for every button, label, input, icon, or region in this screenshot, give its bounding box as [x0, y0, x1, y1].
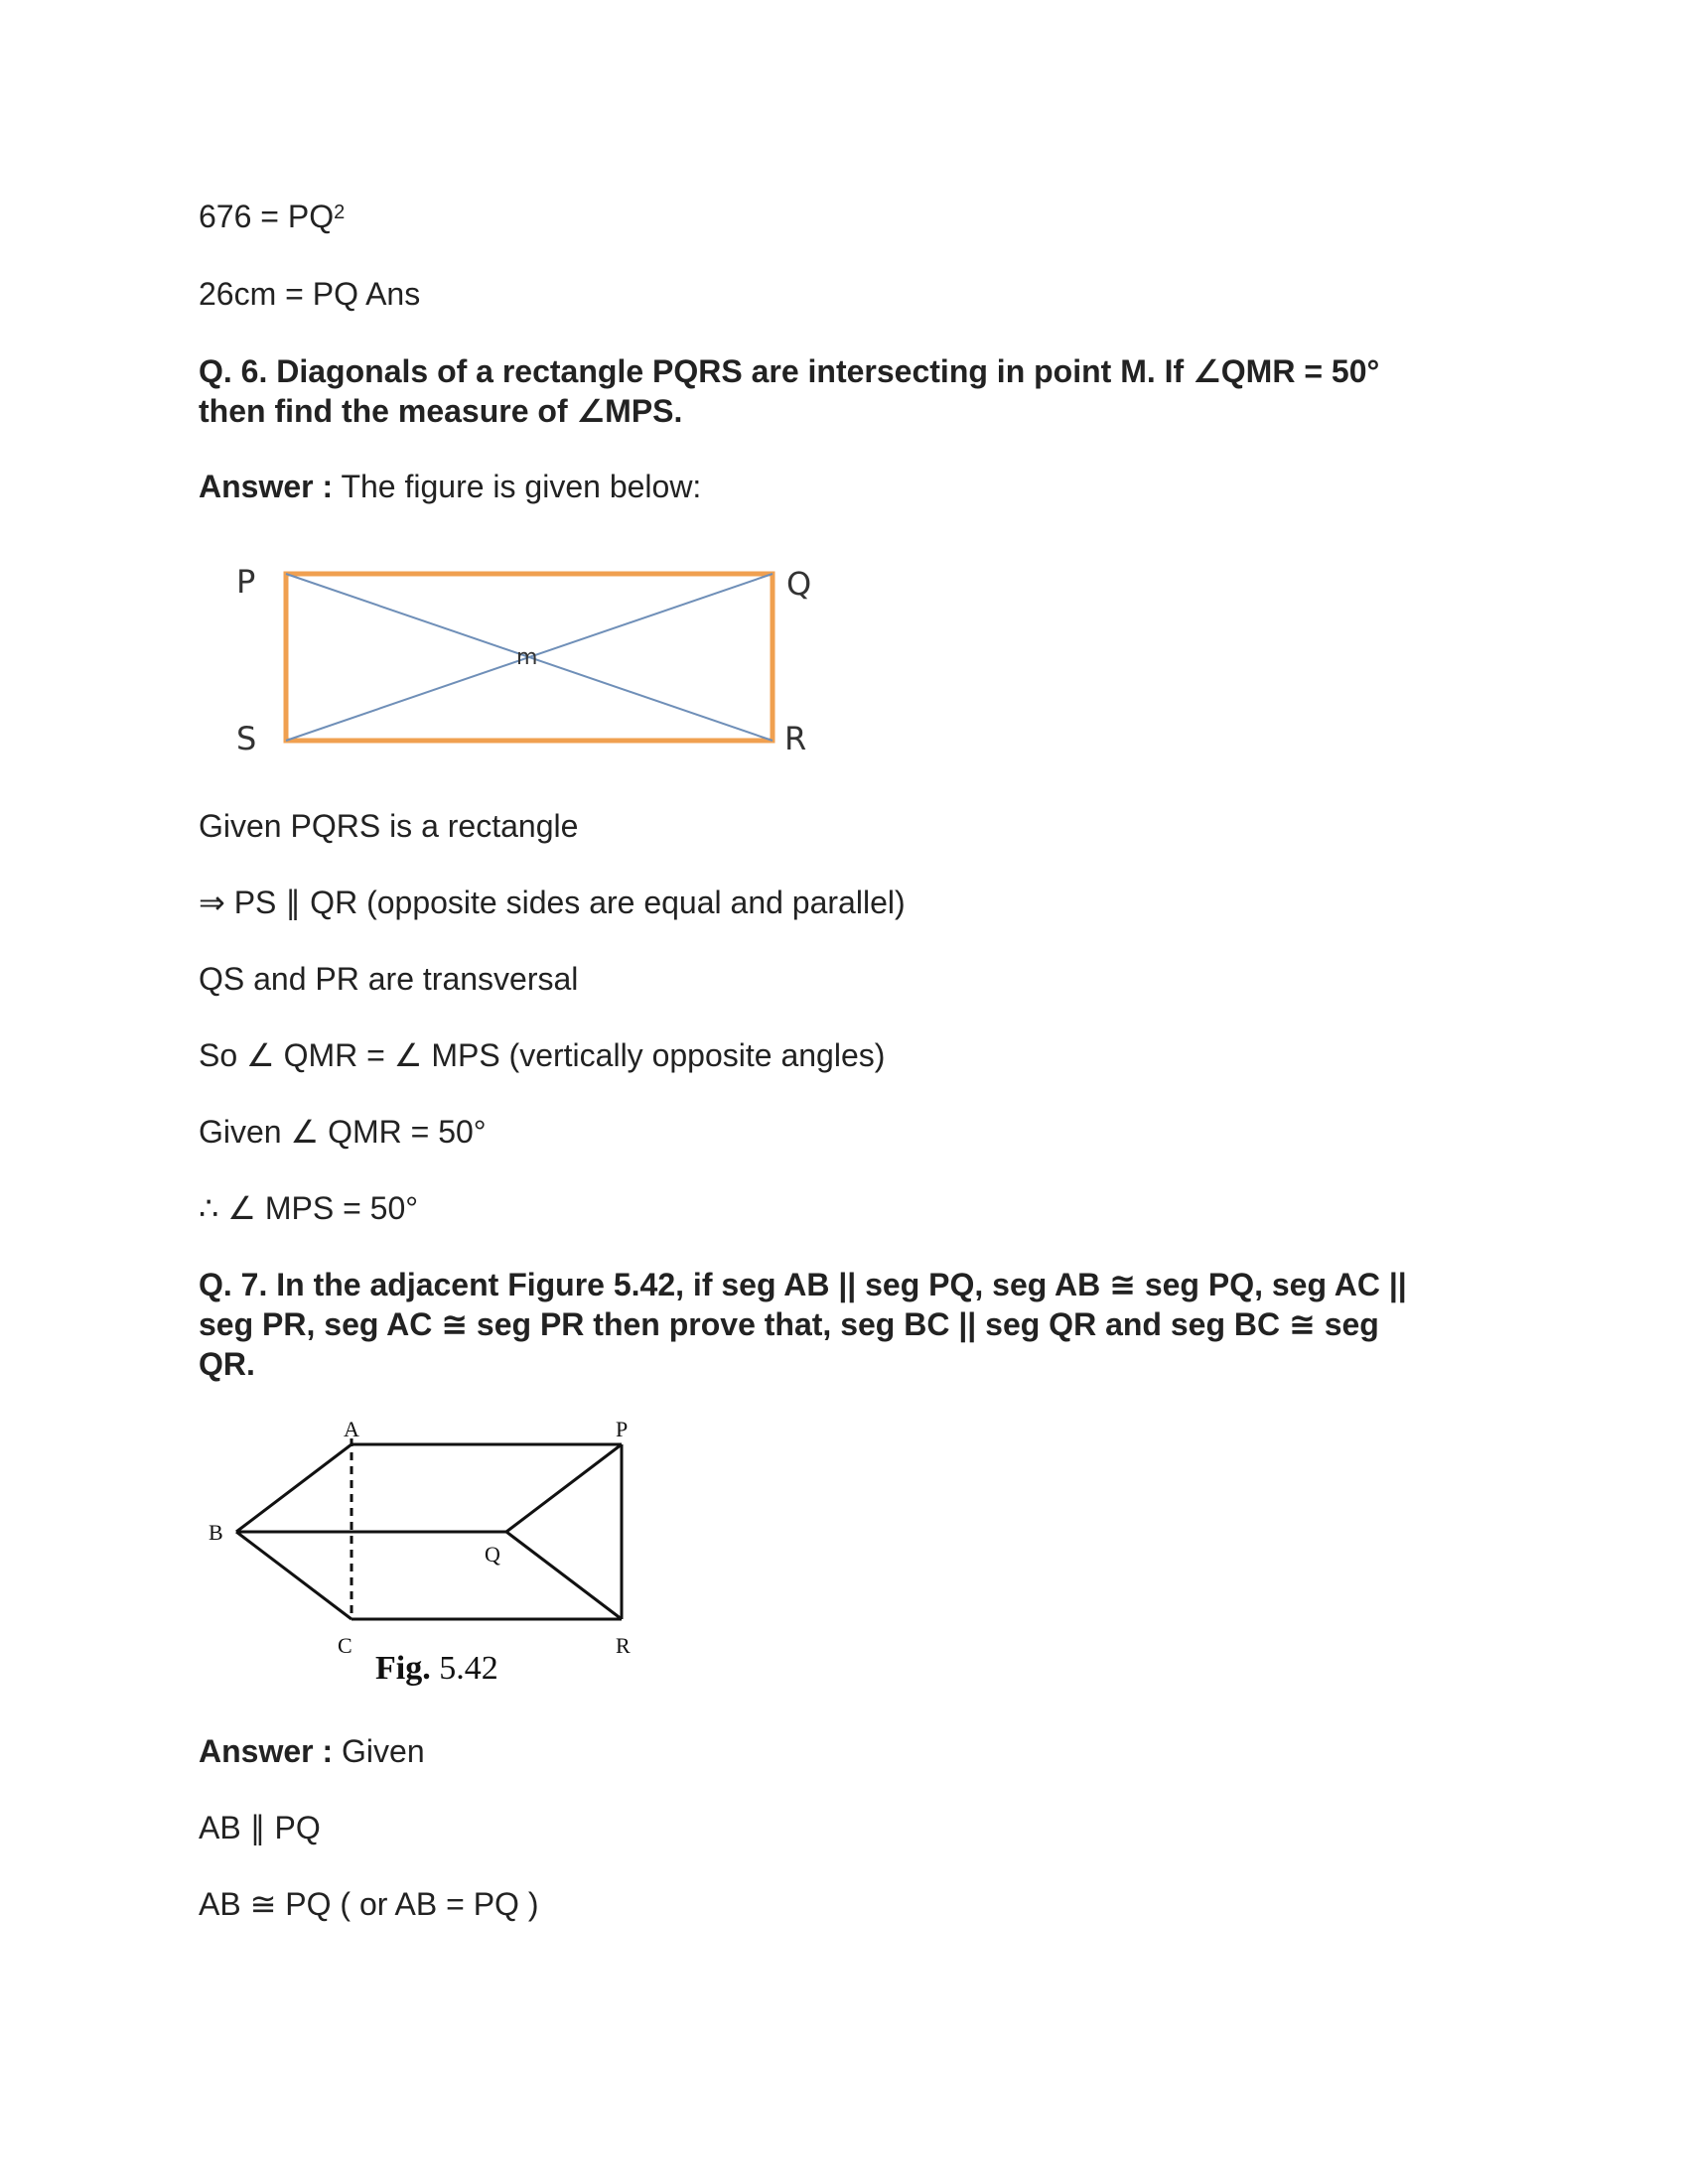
label-q2: Q [485, 1542, 500, 1567]
label-r2: R [616, 1633, 631, 1658]
step-1: Given PQRS is a rectangle [199, 808, 579, 844]
label-r: R [784, 720, 807, 757]
step-4: So ∠ QMR = ∠ MPS (vertically opposite angles) [199, 1037, 886, 1073]
answer-7-intro [199, 1731, 425, 1771]
figure-caption [375, 1650, 498, 1687]
answer-label: Answer : [199, 1733, 334, 1769]
step-3: QS and PR are transversal [199, 961, 579, 997]
label-p2: P [616, 1417, 629, 1441]
superscript: 2 [334, 202, 346, 223]
answer-6-text: The figure is given below: [333, 469, 702, 504]
segment-qr [506, 1532, 622, 1619]
answer-7-text: Given [333, 1733, 425, 1769]
caption-fig: Fig. [375, 1650, 431, 1687]
label-c: C [338, 1633, 352, 1658]
question-6 [199, 351, 1489, 431]
label-a: A [344, 1417, 359, 1441]
answer-label: Answer : [199, 469, 334, 504]
caption-number: 5.42 [430, 1650, 498, 1687]
label-q: Q [786, 565, 812, 603]
step-5: Given ∠ QMR = 50° [199, 1114, 487, 1150]
label-b: B [209, 1520, 223, 1545]
rectangle-pqrs-figure [228, 551, 824, 769]
equation-base: 676 = PQ [199, 199, 335, 234]
equation-26cm: 26cm = PQ Ans [199, 276, 421, 312]
equation-676 [199, 197, 345, 236]
question-6-line-1: Q. 6. Diagonals of a rectangle PQRS are intersecting in point M. If ∠QMR = 50° [199, 353, 1380, 389]
given-1: AB ∥ PQ [199, 1810, 321, 1845]
label-s: S [236, 720, 257, 757]
question-6-line-2: then find the measure of ∠MPS. [199, 393, 683, 429]
answer-6-intro [199, 467, 701, 506]
question-7-line-1: Q. 7. In the adjacent Figure 5.42, if seg AB || seg PQ, seg AB ≅ seg PQ, seg AC || [199, 1267, 1407, 1302]
step-2: ⇒ PS ∥ QR (opposite sides are equal and parallel) [199, 885, 906, 920]
figure-5-42 [199, 1415, 655, 1688]
given-2: AB ≅ PQ ( or AB = PQ ) [199, 1886, 539, 1922]
question-7-line-3: QR. [199, 1346, 255, 1382]
step-6: ∴ ∠ MPS = 50° [199, 1190, 419, 1226]
label-p: P [236, 563, 256, 601]
segment-pq [506, 1444, 622, 1532]
segment-ba [236, 1444, 352, 1532]
question-7 [199, 1265, 1489, 1384]
question-7-line-2: seg PR, seg AC ≅ seg PR then prove that, seg BC || seg QR and seg BC ≅ seg [199, 1306, 1379, 1342]
segment-bc [236, 1532, 352, 1619]
label-m: m [516, 645, 538, 670]
